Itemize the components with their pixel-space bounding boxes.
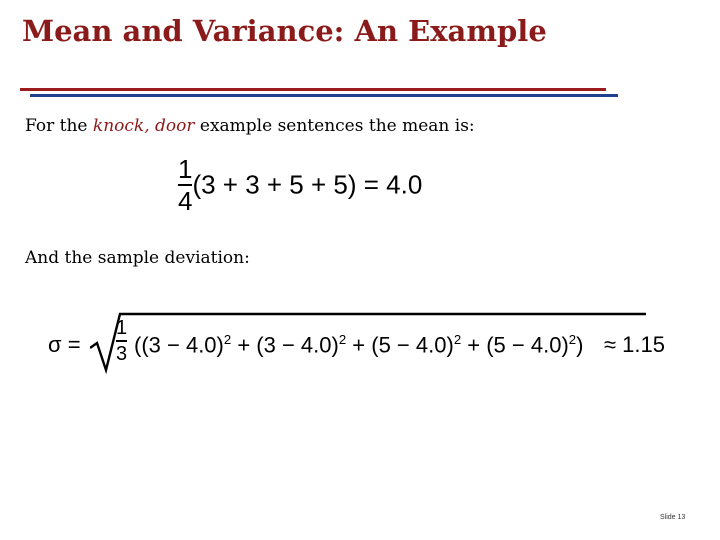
sd-terms xyxy=(134,332,583,358)
sd-frac-den: 3 xyxy=(116,343,128,365)
sd-term-2: + (3 − 4.0) xyxy=(231,332,339,358)
mean-intro-text xyxy=(25,116,475,136)
sd-exp-4: 2 xyxy=(568,332,577,347)
mean-frac-num: 1 xyxy=(178,154,193,184)
mean-frac-den: 4 xyxy=(178,186,193,216)
sd-close-paren: ) xyxy=(576,332,584,358)
intro-prefix: For the xyxy=(25,116,93,136)
sd-fraction xyxy=(116,318,127,364)
sd-exp-1: 2 xyxy=(223,332,232,347)
mean-fraction xyxy=(178,156,192,214)
title-underline-blue xyxy=(30,94,618,97)
sd-term-3: + (5 − 4.0) xyxy=(346,332,454,358)
intro-suffix: example sentences the mean is: xyxy=(194,116,475,136)
slide-number: Slide 13 xyxy=(660,514,686,521)
sd-term-4: + (5 − 4.0) xyxy=(461,332,569,358)
mean-body: (3 + 3 + 5 + 5) = 4.0 xyxy=(192,169,423,200)
sd-lhs: σ = xyxy=(48,332,81,357)
deviation-intro-text: And the sample deviation: xyxy=(25,248,250,268)
sd-rhs: ≈ 1.15 xyxy=(604,332,666,357)
title-underline-red xyxy=(20,88,606,91)
sd-exp-2: 2 xyxy=(338,332,347,347)
slide-title: Mean and Variance: An Example xyxy=(22,14,547,48)
sd-term-1: ((3 − 4.0) xyxy=(134,332,224,358)
sd-frac-bar xyxy=(116,340,127,342)
sd-frac-num: 1 xyxy=(116,317,128,339)
mean-equation xyxy=(178,156,422,214)
intro-emphasis: knock, door xyxy=(92,116,195,136)
sd-exp-3: 2 xyxy=(453,332,462,347)
